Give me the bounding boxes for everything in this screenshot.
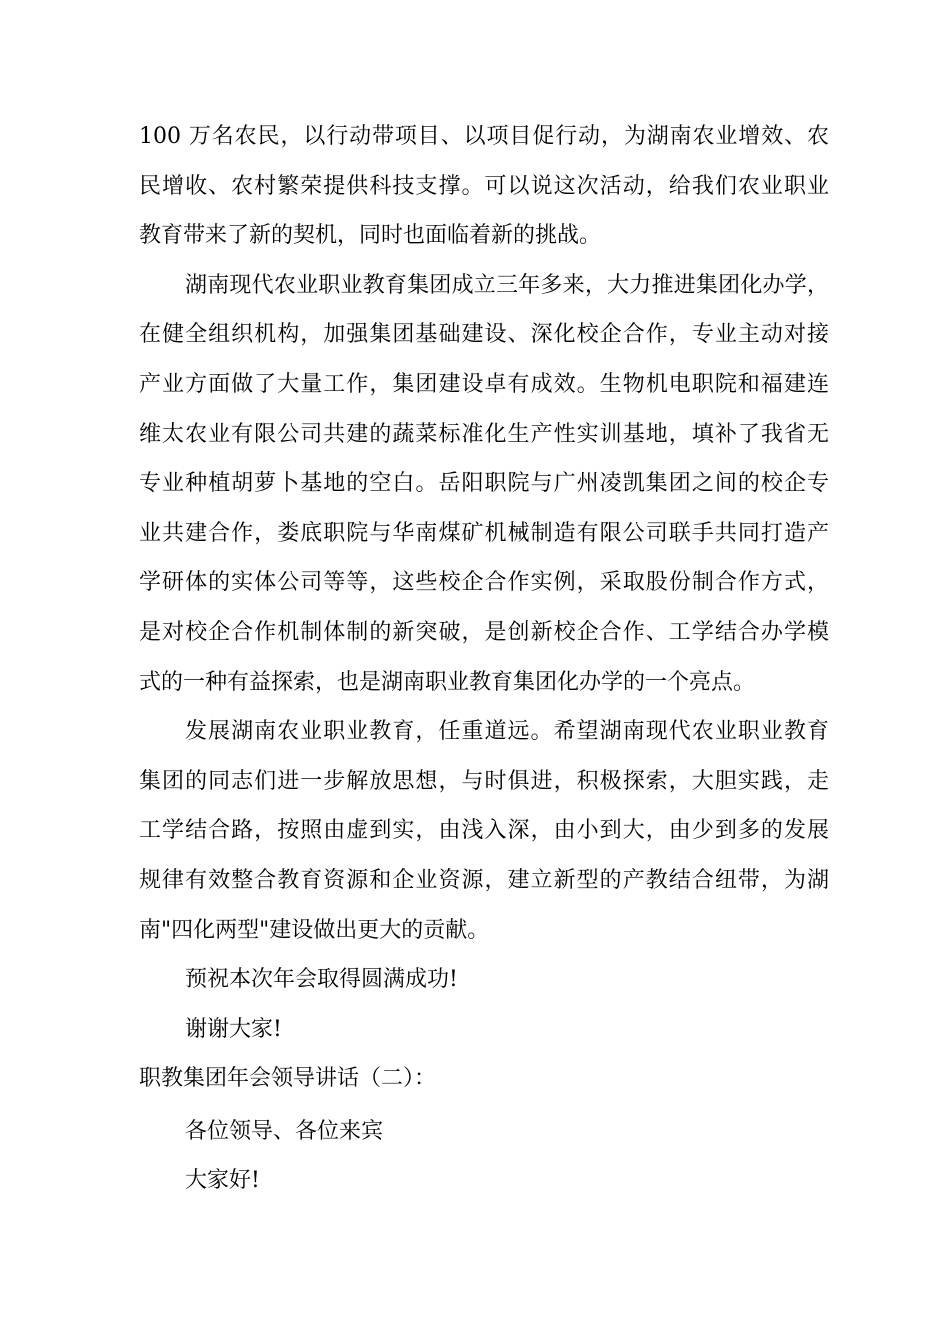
paragraph-line: 学研体的实体公司等等，这些校企合作实例，采取股份制合作方式， [139,570,829,596]
paragraph-line: 工学结合路，按照由虚到实，由浅入深，由小到大，由少到多的发展 [139,818,829,844]
paragraph [139,261,829,707]
paragraph-line: 教育带来了新的契机，同时也面临着新的挑战。 [139,223,602,249]
paragraph-line: 集团的同志们进一步解放思想，与时俱进，积极探索，大胆实践，走 [139,768,829,794]
paragraph-line: 谢谢大家! [185,1016,282,1042]
paragraph-line: 湖南现代农业职业教育集团成立三年多来，大力推进集团化办学， [185,272,829,298]
paragraph [139,1156,829,1206]
paragraph-line: 预祝本次年会取得圆满成功! [185,967,458,993]
paragraph-line: 专业种植胡萝卜基地的空白。岳阳职院与广州凌凯集团之间的校企专 [139,471,829,497]
paragraph-line: 南"四化两型"建设做出更大的贡献。 [139,917,490,943]
paragraph [139,955,829,1005]
paragraph-line: 式的一种有益探索，也是湖南职业教育集团化办学的一个亮点。 [139,669,756,695]
paragraph-line: 维太农业有限公司共建的蔬菜标准化生产性实训基地，填补了我省无 [139,421,829,447]
paragraph [139,1107,829,1157]
paragraph [139,1005,829,1055]
paragraph-line: 是对校企合作机制体制的新突破，是创新校企合作、工学结合办学模 [139,619,829,645]
paragraph-line: 发展湖南农业职业教育，任重道远。希望湖南现代农业职业教育 [185,719,829,745]
paragraph-line: 民增收、农村繁荣提供科技支撑。可以说这次活动，给我们农业职业 [139,173,829,199]
document-body [139,112,829,1206]
section-heading: 职教集团年会领导讲话（二）： [139,1066,437,1092]
paragraph-line: 产业方面做了大量工作，集团建设卓有成效。生物机电职院和福建连 [139,371,829,397]
paragraph [139,112,829,261]
paragraph-line: 业共建合作，娄底职院与华南煤矿机械制造有限公司联手共同打造产 [139,520,829,546]
paragraph-line: 100 万名农民，以行动带项目、以项目促行动，为湖南农业增效、农 [139,124,829,149]
paragraph-line: 大家好! [185,1168,260,1194]
paragraph-line: 规律有效整合教育资源和企业资源，建立新型的产教结合纽带，为湖 [139,867,829,893]
paragraph-line: 在健全组织机构，加强集团基础建设、深化校企合作，专业主动对接 [139,322,829,348]
paragraph [139,707,829,955]
paragraph-line: 各位领导、各位来宾 [185,1118,384,1144]
